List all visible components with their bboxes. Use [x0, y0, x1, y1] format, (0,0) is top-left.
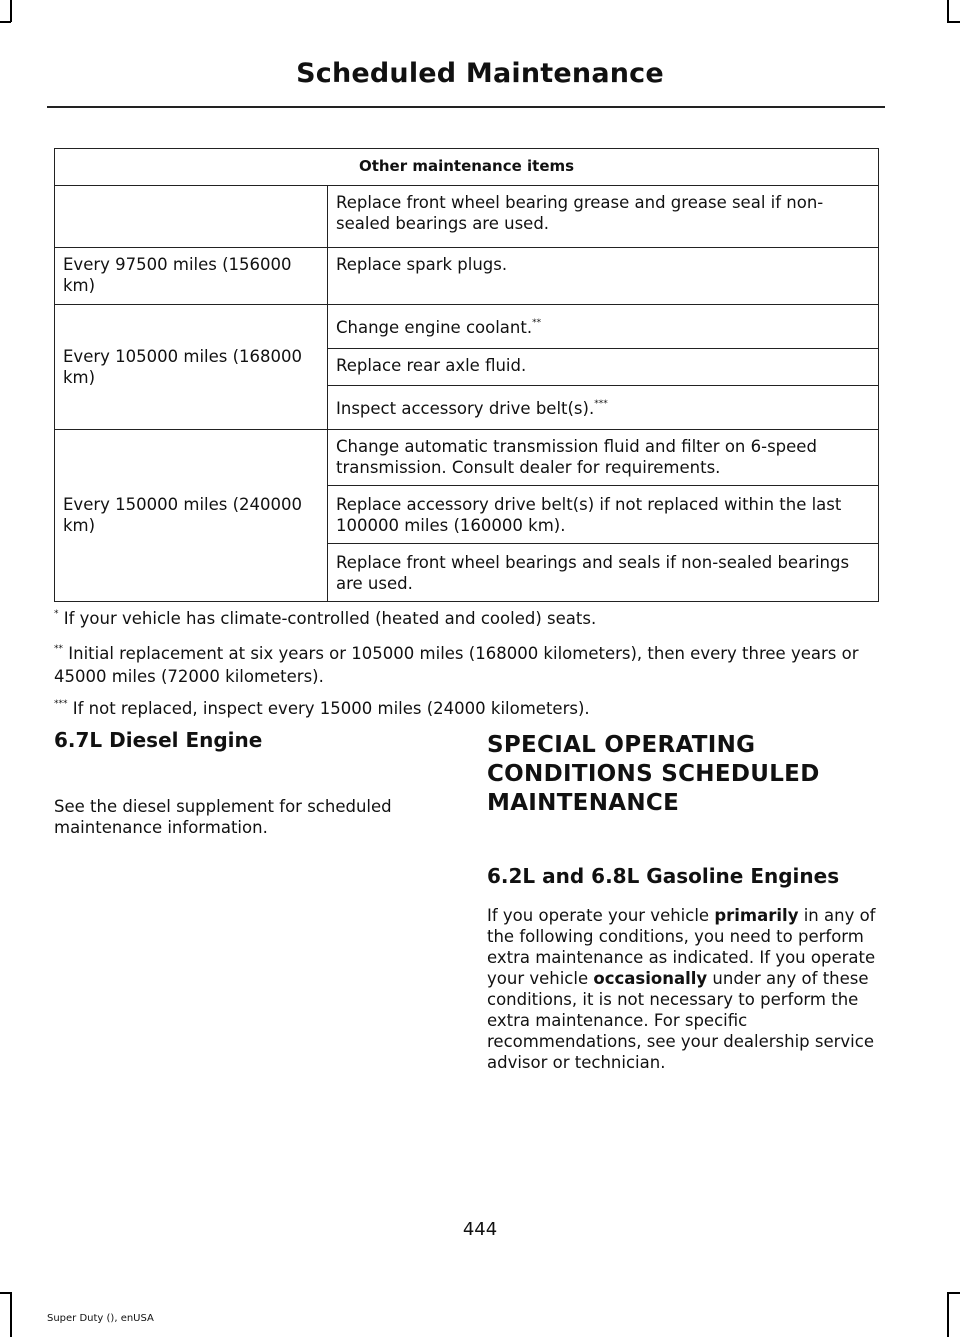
maintenance-table	[54, 148, 879, 602]
footnote-marker: **	[54, 644, 63, 654]
title-divider	[47, 106, 885, 108]
footnote-text: Initial replacement at six years or 105000 miles (168000 kilometers), then every three years or 45000 miles (72000 kilometers).	[54, 644, 859, 686]
footnote	[54, 607, 884, 630]
emphasis-text: primarily	[714, 906, 799, 925]
item-text: Change engine coolant.	[336, 318, 533, 337]
item-cell: Replace front wheel bearing grease and grease seal if non-sealed bearings are used.	[328, 186, 879, 248]
crop-mark	[0, 1292, 11, 1294]
document-info: Super Duty (), enUSA	[47, 1313, 154, 1324]
footnote-marker: ***	[54, 699, 68, 709]
emphasis-text: occasionally	[593, 969, 708, 988]
diesel-text: See the diesel supplement for scheduled maintenance information.	[54, 797, 392, 837]
footnote-text: If not replaced, inspect every 15000 miles (24000 kilometers).	[67, 699, 590, 718]
footnote-marker: *	[54, 609, 59, 619]
table-row	[55, 186, 879, 248]
item-cell	[328, 349, 879, 386]
crop-mark	[0, 21, 11, 23]
diesel-heading: 6.7L Diesel Engine	[54, 728, 263, 752]
para-text: If you operate your vehicle	[487, 906, 715, 925]
table-row	[55, 430, 879, 486]
page-title: Scheduled Maintenance	[296, 58, 664, 89]
gasoline-heading: 6.2L and 6.8L Gasoline Engines	[487, 864, 840, 888]
page-number: 444	[462, 1219, 498, 1240]
item-text: Replace rear axle fluid.	[336, 356, 527, 375]
crop-mark	[947, 1292, 949, 1337]
table-header-row	[55, 149, 879, 186]
item-cell	[328, 386, 879, 430]
footnote-text: If your vehicle has climate-controlled (heated and cooled) seats.	[58, 609, 597, 628]
heading-line: MAINTENANCE	[487, 790, 680, 816]
item-cell	[328, 305, 879, 349]
footnote	[54, 697, 884, 720]
footnote-marker: **	[532, 318, 542, 328]
crop-mark	[947, 0, 949, 22]
crop-mark	[10, 1292, 12, 1337]
heading-line: SPECIAL OPERATING	[487, 732, 756, 758]
interval-cell: Every 150000 miles (240000 km)	[55, 430, 328, 602]
table-row	[55, 305, 879, 349]
item-cell: Replace front wheel bearings and seals if non-sealed bearings are used.	[328, 544, 879, 602]
crop-mark	[947, 21, 960, 23]
table-caption: Other maintenance items	[55, 149, 879, 186]
item-cell: Replace spark plugs.	[328, 248, 879, 305]
special-paragraph	[487, 905, 880, 1073]
para-text: under any of these conditions, it is not necessary to perform the extra maintenance. For specific recommendations, see your dealership service advisor or technician.	[487, 969, 874, 1072]
special-heading	[487, 731, 887, 818]
item-cell: Replace accessory drive belt(s) if not replaced within the last 100000 miles (160000 km).	[328, 486, 879, 544]
interval-cell: Every 105000 miles (168000 km)	[55, 305, 328, 430]
interval-cell	[55, 186, 328, 248]
footnote	[54, 642, 884, 688]
interval-cell: Every 97500 miles (156000 km)	[55, 248, 328, 305]
crop-mark	[10, 0, 12, 22]
para-text: in any of the following conditions, you need to perform extra maintenance as indicated. If you operate your vehicle	[487, 906, 876, 988]
crop-mark	[947, 1292, 960, 1294]
table-row	[55, 248, 879, 305]
footnote-marker: ***	[594, 399, 608, 409]
item-cell: Change automatic transmission fluid and filter on 6-speed transmission. Consult dealer for requirements.	[328, 430, 879, 486]
heading-line: CONDITIONS SCHEDULED	[487, 761, 820, 787]
item-text: Inspect accessory drive belt(s).	[336, 399, 595, 418]
